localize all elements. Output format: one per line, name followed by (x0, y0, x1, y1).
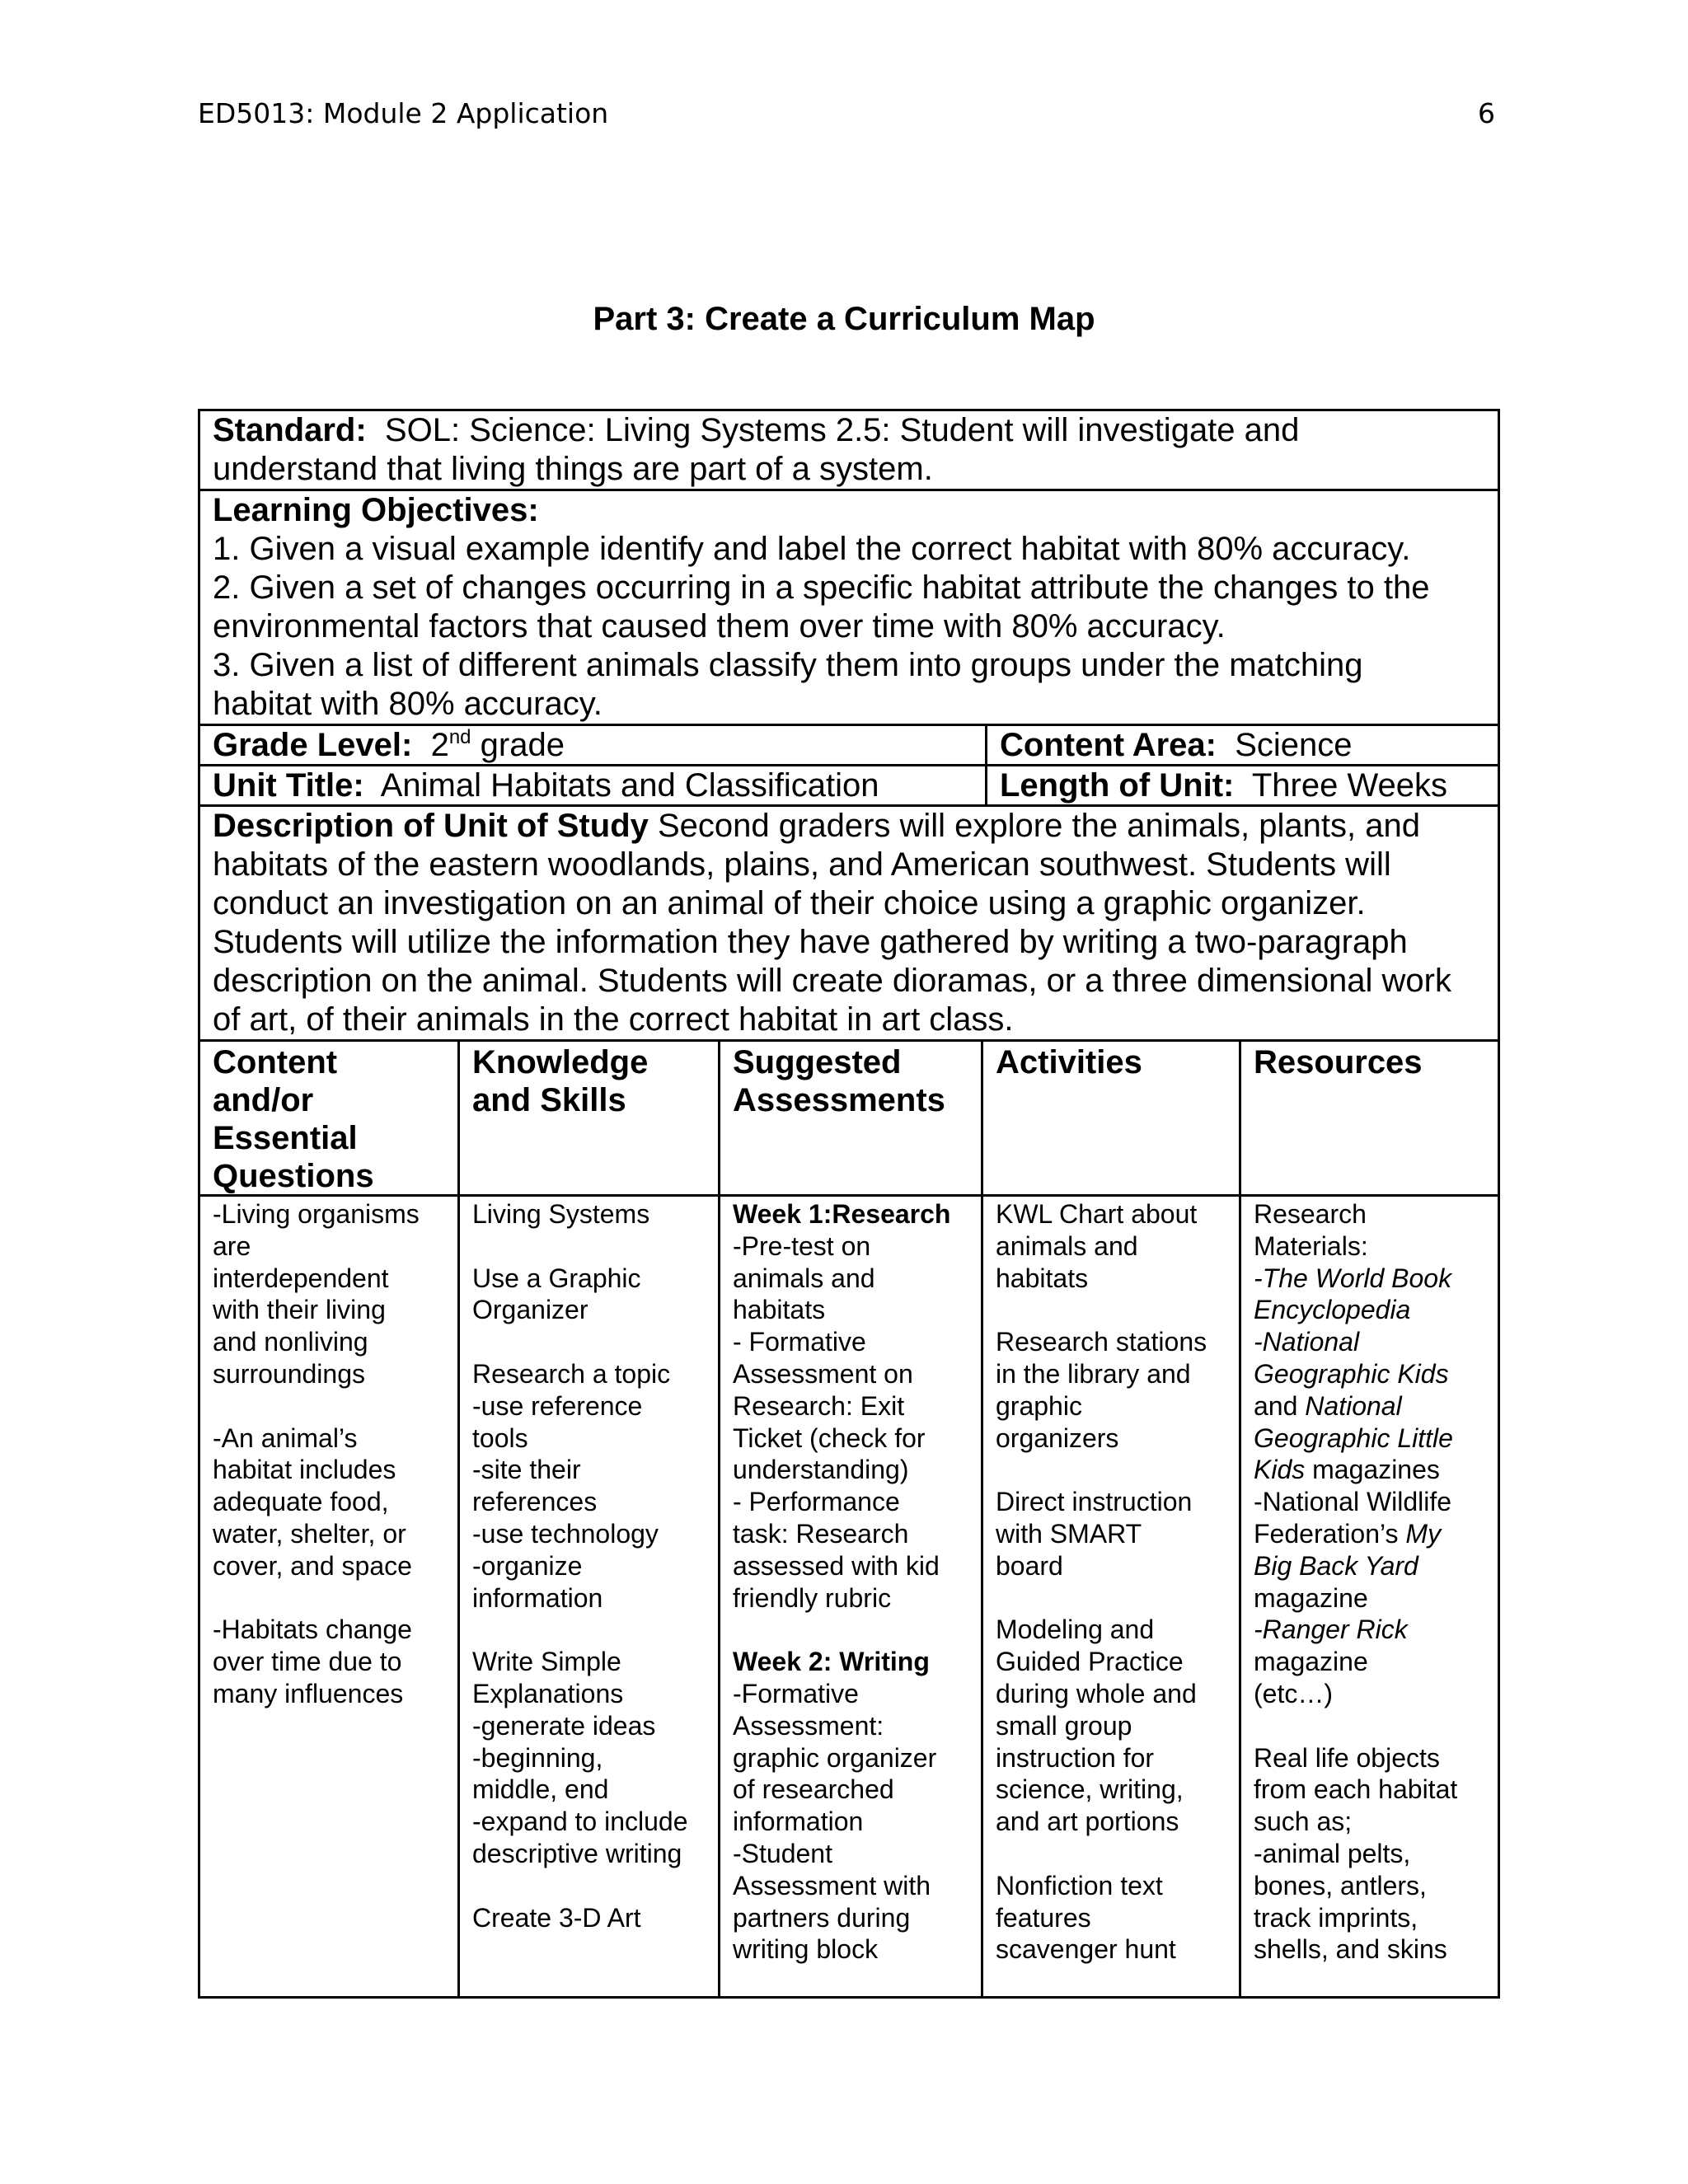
header-knowledge: Knowledge and Skills (460, 1042, 720, 1194)
assessments-column (720, 1197, 983, 1996)
cell-line: Guided Practice (996, 1647, 1184, 1677)
cell-line: KWL Chart about (996, 1199, 1198, 1229)
cell-line: interdependent (213, 1263, 389, 1293)
cell-line: assessed with kid (733, 1550, 940, 1581)
resource-line: -Ranger Rick (1254, 1615, 1408, 1645)
length-label: Length of Unit: (1000, 767, 1235, 804)
week2-list (733, 1678, 968, 1966)
cell-line: with their living (213, 1295, 386, 1325)
cell-line (996, 1582, 1226, 1615)
cell-line: of researched (733, 1774, 894, 1805)
cell-line: middle, end (472, 1774, 609, 1805)
grade-row (200, 726, 1498, 766)
cell-line: Create 3-D Art (472, 1902, 641, 1933)
cell-line: during whole and (996, 1678, 1197, 1708)
cell-line: cover, and space (213, 1550, 412, 1581)
resource-line: -National (1254, 1327, 1360, 1357)
resource-line: -The World Book (1254, 1263, 1452, 1293)
resource-line: Geographic Little (1254, 1422, 1453, 1453)
column-header-row (200, 1042, 1498, 1197)
cell-line: task: Research (733, 1518, 909, 1549)
cell-line: habitats (996, 1263, 1089, 1293)
grade-label: Grade Level: (213, 727, 413, 763)
resource-line: (etc…) (1254, 1678, 1333, 1708)
objective-line: 1. Given a visual example identify and label the correct habitat with 80% accuracy. (213, 531, 1411, 567)
resource-line: magazine (1254, 1647, 1368, 1677)
cell-line: are (213, 1230, 251, 1261)
week1-heading: Week 1:Research (733, 1199, 951, 1229)
cell-line: graphic (996, 1390, 1082, 1421)
cell-line: instruction for (996, 1742, 1155, 1773)
cell-line: and art portions (996, 1807, 1179, 1837)
unit-title-value: Animal Habitats and Classification (380, 767, 879, 804)
objective-line: environmental factors that caused them over time with 80% accuracy. (213, 608, 1226, 644)
description-label: Description of Unit of Study (213, 808, 649, 844)
resource-line: Big Back Yard (1254, 1550, 1418, 1581)
header-course: ED5013: Module 2 Application (198, 97, 609, 129)
standard-row (200, 411, 1498, 491)
cell-line: -use technology (472, 1518, 659, 1549)
cell-line: habitat includes (213, 1455, 396, 1485)
cell-line: information (733, 1807, 864, 1837)
cell-line: water, shelter, or (213, 1518, 406, 1549)
cell-line: -An animal’s (213, 1422, 358, 1453)
cell-line: references (472, 1487, 598, 1517)
resource-line: from each habitat (1254, 1774, 1458, 1805)
cell-line (472, 1230, 706, 1263)
week2-heading: Week 2: Writing (733, 1647, 930, 1677)
resource-line: Encyclopedia (1254, 1295, 1411, 1325)
cell-line: animals and (733, 1263, 875, 1293)
header-resources: Resources (1254, 1044, 1423, 1080)
description-line: habitats of the eastern woodlands, plains, and American southwest. Students will (213, 846, 1391, 883)
cell-line: science, writing, (996, 1774, 1184, 1805)
resource-line: Geographic Kids (1254, 1358, 1449, 1389)
cell-line: animals and (996, 1230, 1138, 1261)
header-content: Content and/or Essential Questions (200, 1042, 460, 1194)
cell-line: organizers (996, 1422, 1119, 1453)
cell-line: -Pre-test on (733, 1230, 871, 1261)
cell-line: -use reference (472, 1390, 643, 1421)
cell-line: -expand to include (472, 1807, 688, 1837)
cell-line: scavenger hunt (996, 1934, 1176, 1965)
description-line: Students will utilize the information they have gathered by writing a two-paragraph (213, 924, 1408, 960)
page-title: Part 3: Create a Curriculum Map (593, 301, 1095, 337)
page-number: 6 (1478, 97, 1495, 129)
cell-line: with SMART (996, 1518, 1142, 1549)
cell-line: tools (472, 1422, 528, 1453)
cell-line: Research a topic (472, 1358, 671, 1389)
week1-list (733, 1230, 968, 1646)
cell-line (996, 1454, 1226, 1486)
cell-line (213, 1390, 445, 1422)
cell-line: Organizer (472, 1295, 588, 1325)
cell-line: -site their (472, 1455, 581, 1485)
cell-line: partners during (733, 1902, 911, 1933)
grade-word: grade (480, 727, 565, 763)
content-column (200, 1197, 460, 1996)
cell-line (996, 1838, 1226, 1870)
objective-line: 3. Given a list of different animals classify them into groups under the matching (213, 647, 1363, 683)
cell-line: -Living organisms (213, 1199, 420, 1229)
description-line: of art, of their animals in the correct habitat in art class. (213, 1001, 1014, 1038)
activities-column (983, 1197, 1241, 1996)
cell-line: Research stations (996, 1327, 1207, 1357)
standard-text-1: SOL: Science: Living Systems 2.5: Student will investigate and (384, 412, 1300, 448)
unit-title-label: Unit Title: (213, 767, 364, 804)
cell-line: Use a Graphic (472, 1263, 641, 1293)
cell-line: graphic organizer (733, 1742, 937, 1773)
cell-line: Assessment with (733, 1870, 931, 1900)
knowledge-column (460, 1197, 720, 1996)
cell-line (472, 1614, 706, 1646)
objectives-row (200, 491, 1498, 726)
cell-line: habitats (733, 1295, 826, 1325)
cell-line: -Habitats change (213, 1615, 412, 1645)
standard-text-2: understand that living things are part of a system. (213, 451, 933, 487)
grade-suffix: nd (448, 726, 471, 748)
resource-line: Kids (1254, 1455, 1306, 1485)
cell-line: -beginning, (472, 1742, 603, 1773)
curriculum-map-table (198, 409, 1500, 1999)
description-row (200, 807, 1498, 1042)
resource-line: Real life objects (1254, 1742, 1440, 1773)
cell-line: Modeling and (996, 1615, 1155, 1645)
cell-line: Assessment: (733, 1710, 884, 1741)
cell-line: Assessment on (733, 1358, 913, 1389)
cell-line: Explanations (472, 1678, 624, 1708)
cell-line: - Formative (733, 1327, 866, 1357)
cell-line (472, 1326, 706, 1358)
cell-line (472, 1870, 706, 1902)
cell-line: writing block (733, 1934, 879, 1965)
cell-line (996, 1294, 1226, 1326)
cell-line: understanding) (733, 1455, 909, 1485)
cell-line: Research: Exit (733, 1390, 905, 1421)
cell-line: friendly rubric (733, 1582, 892, 1613)
objective-line: habitat with 80% accuracy. (213, 686, 603, 722)
header-activities: Activities (983, 1042, 1241, 1194)
grade-cell (200, 726, 987, 764)
resource-line: Research (1254, 1199, 1367, 1229)
length-value: Three Weeks (1251, 767, 1448, 804)
cell-line: small group (996, 1710, 1132, 1741)
description-line: description on the animal. Students will create dioramas, or a three dimensional work (213, 963, 1451, 999)
resource-line: track imprints, (1254, 1902, 1418, 1933)
cell-line: features (996, 1902, 1091, 1933)
cell-line: Write Simple (472, 1647, 621, 1677)
cell-line: and nonliving (213, 1327, 368, 1357)
unit-title-cell (200, 766, 987, 804)
cell-line: -organize (472, 1550, 583, 1581)
resource-line: -animal pelts, (1254, 1838, 1411, 1868)
resource-line: magazine (1254, 1582, 1368, 1613)
resource-line: My (1405, 1518, 1442, 1549)
content-area-label: Content Area: (1000, 727, 1217, 763)
cell-line: - Performance (733, 1487, 900, 1517)
resource-line: bones, antlers, (1254, 1870, 1427, 1900)
resource-line (1254, 1710, 1485, 1742)
cell-line: -Formative (733, 1678, 859, 1708)
resource-line: Materials: (1254, 1230, 1368, 1261)
grade-number: 2 (430, 727, 449, 763)
description-first-line: Second graders will explore the animals, plants, and (658, 808, 1420, 844)
cell-line: -Student (733, 1838, 832, 1868)
length-cell (987, 766, 1498, 804)
standard-label: Standard: (213, 412, 367, 448)
cell-line (733, 1614, 968, 1646)
cell-line: over time due to (213, 1647, 402, 1677)
resource-line: -National Wildlife (1254, 1487, 1452, 1517)
column-body-row (200, 1197, 1498, 1996)
content-area-value: Science (1235, 727, 1353, 763)
cell-line (213, 1582, 445, 1615)
resources-column: Research Materials: -The World Book Encyclopedia -National Geographic Kids and National Geographic Little Kids magazines -National Wildlife Federation’s My Big Back Yard magazine -Ranger Rick magazine (etc…) Real life objects from each habitat such as; -animal pelts, bones, antlers, track imprints, shells, and skins (1241, 1197, 1498, 1996)
header-assessments: Suggested Assessments (720, 1042, 983, 1194)
resource-line: such as; (1254, 1807, 1353, 1837)
resource-line: National (1305, 1390, 1402, 1421)
cell-line: -generate ideas (472, 1710, 656, 1741)
resource-line: shells, and skins (1254, 1934, 1447, 1965)
cell-line: board (996, 1550, 1063, 1581)
objectives-label: Learning Objectives: (213, 492, 539, 528)
cell-line: adequate food, (213, 1487, 389, 1517)
cell-line: Nonfiction text (996, 1870, 1163, 1900)
cell-line: information (472, 1582, 603, 1613)
cell-line: Ticket (check for (733, 1422, 926, 1453)
cell-line: in the library and (996, 1358, 1191, 1389)
objective-line: 2. Given a set of changes occurring in a specific habitat attribute the changes to the (213, 569, 1430, 606)
cell-line: Living Systems (472, 1199, 650, 1229)
description-line: conduct an investigation on an animal of their choice using a graphic organizer. (213, 885, 1366, 921)
cell-line: many influences (213, 1678, 404, 1708)
cell-line: Direct instruction (996, 1487, 1193, 1517)
content-area-cell (987, 726, 1498, 764)
cell-line: surroundings (213, 1358, 365, 1389)
cell-line: descriptive writing (472, 1838, 682, 1868)
unit-row (200, 766, 1498, 807)
